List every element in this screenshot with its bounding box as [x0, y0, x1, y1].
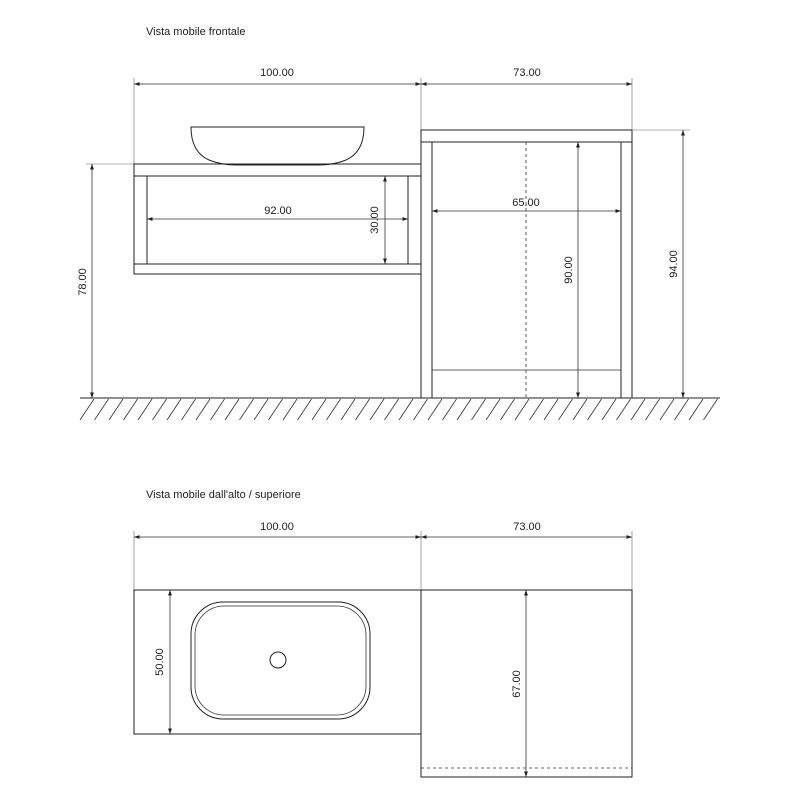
floor-hatch-stroke — [211, 399, 225, 420]
floor-hatch-stroke — [573, 399, 587, 420]
dim-front-width-right-label: 73.00 — [513, 67, 541, 79]
cabinet — [421, 130, 632, 398]
floor-hatch-stroke — [443, 399, 457, 420]
floor-hatch-stroke — [283, 399, 297, 420]
dim-front-width-left-label: 100.00 — [260, 67, 294, 79]
dim-top-width-right-label: 73.00 — [513, 521, 541, 533]
dim-cabinet-depth — [511, 590, 526, 777]
cabinet-top-outline — [421, 590, 632, 777]
floor-hatch-stroke — [182, 399, 196, 420]
dim-front-inner-height-label: 30.00 — [369, 206, 381, 234]
dim-front-height-left — [77, 164, 92, 398]
floor-hatch-stroke — [515, 399, 529, 420]
floor-hatch-stroke — [269, 399, 283, 420]
floor-hatch-stroke — [298, 399, 312, 420]
dim-top-width-left — [134, 521, 421, 537]
dim-basin-depth — [154, 590, 170, 734]
floor-hatch-stroke — [153, 399, 167, 420]
top-view-title: Vista mobile dall'alto / superiore — [146, 489, 301, 501]
dim-front-width-right — [421, 67, 632, 84]
basin-outer — [191, 602, 370, 719]
floor-hatch-stroke — [312, 399, 326, 420]
floor-hatch-stroke — [356, 399, 370, 420]
floor-hatch-stroke — [588, 399, 602, 420]
floor-hatch-stroke — [602, 399, 616, 420]
dim-top-width-left-label: 100.00 — [260, 521, 294, 533]
floor-hatching — [80, 398, 720, 420]
floor-hatch-stroke — [428, 399, 442, 420]
floor-hatch-stroke — [109, 399, 123, 420]
dim-cabinet-inner-height — [563, 142, 578, 398]
floor-hatch-stroke — [646, 399, 660, 420]
top-view — [134, 489, 632, 777]
dim-front-inner-width-label: 92.00 — [264, 205, 292, 217]
vanity-top-outline — [134, 590, 421, 734]
floor-hatch-stroke — [370, 399, 384, 420]
floor-hatch-stroke — [704, 399, 718, 420]
floor-hatch-stroke — [327, 399, 341, 420]
floor-hatch-stroke — [240, 399, 254, 420]
basin-inner — [195, 606, 366, 715]
dim-front-height-left-label: 78.00 — [77, 268, 89, 296]
floor-hatch-stroke — [254, 399, 268, 420]
floor-hatch-stroke — [486, 399, 500, 420]
floor-hatch-stroke — [124, 399, 138, 420]
floor-hatch-stroke — [457, 399, 471, 420]
floor-hatch-stroke — [660, 399, 674, 420]
floor-hatch-stroke — [617, 399, 631, 420]
floor-hatch-stroke — [385, 399, 399, 420]
floor-hatch-stroke — [544, 399, 558, 420]
floor-hatch-stroke — [530, 399, 544, 420]
floor-hatch-stroke — [341, 399, 355, 420]
floor-hatch-stroke — [501, 399, 515, 420]
dim-cabinet-inner-width-label: 65.00 — [512, 197, 540, 209]
floor-hatch-stroke — [472, 399, 486, 420]
dim-front-height-right-label: 94.00 — [668, 250, 680, 278]
dim-top-width-right — [421, 521, 632, 537]
floor-hatch-stroke — [689, 399, 703, 420]
vessel-basin — [191, 127, 364, 165]
dim-front-width-left — [134, 67, 421, 84]
front-view-title: Vista mobile frontale — [146, 26, 246, 38]
dim-front-inner-height — [369, 176, 385, 264]
floor-hatch-stroke — [167, 399, 181, 420]
dim-cabinet-inner-height-label: 90.00 — [563, 256, 575, 284]
floor-hatch-stroke — [225, 399, 239, 420]
drain-hole — [270, 652, 286, 668]
dim-front-height-right — [668, 130, 683, 398]
floor-hatch-stroke — [399, 399, 413, 420]
dim-basin-depth-label: 50.00 — [154, 648, 166, 676]
floor-hatch-stroke — [138, 399, 152, 420]
floor-hatch-stroke — [414, 399, 428, 420]
floor-hatch-stroke — [559, 399, 573, 420]
dim-cabinet-inner-width — [432, 197, 621, 211]
floor-hatch-stroke — [95, 399, 109, 420]
dim-cabinet-depth-label: 67.00 — [511, 670, 523, 698]
floor-hatch-stroke — [80, 399, 94, 420]
floor-hatch-stroke — [675, 399, 689, 420]
front-view — [77, 26, 720, 420]
floor-hatch-stroke — [631, 399, 645, 420]
floor-hatch-stroke — [196, 399, 210, 420]
